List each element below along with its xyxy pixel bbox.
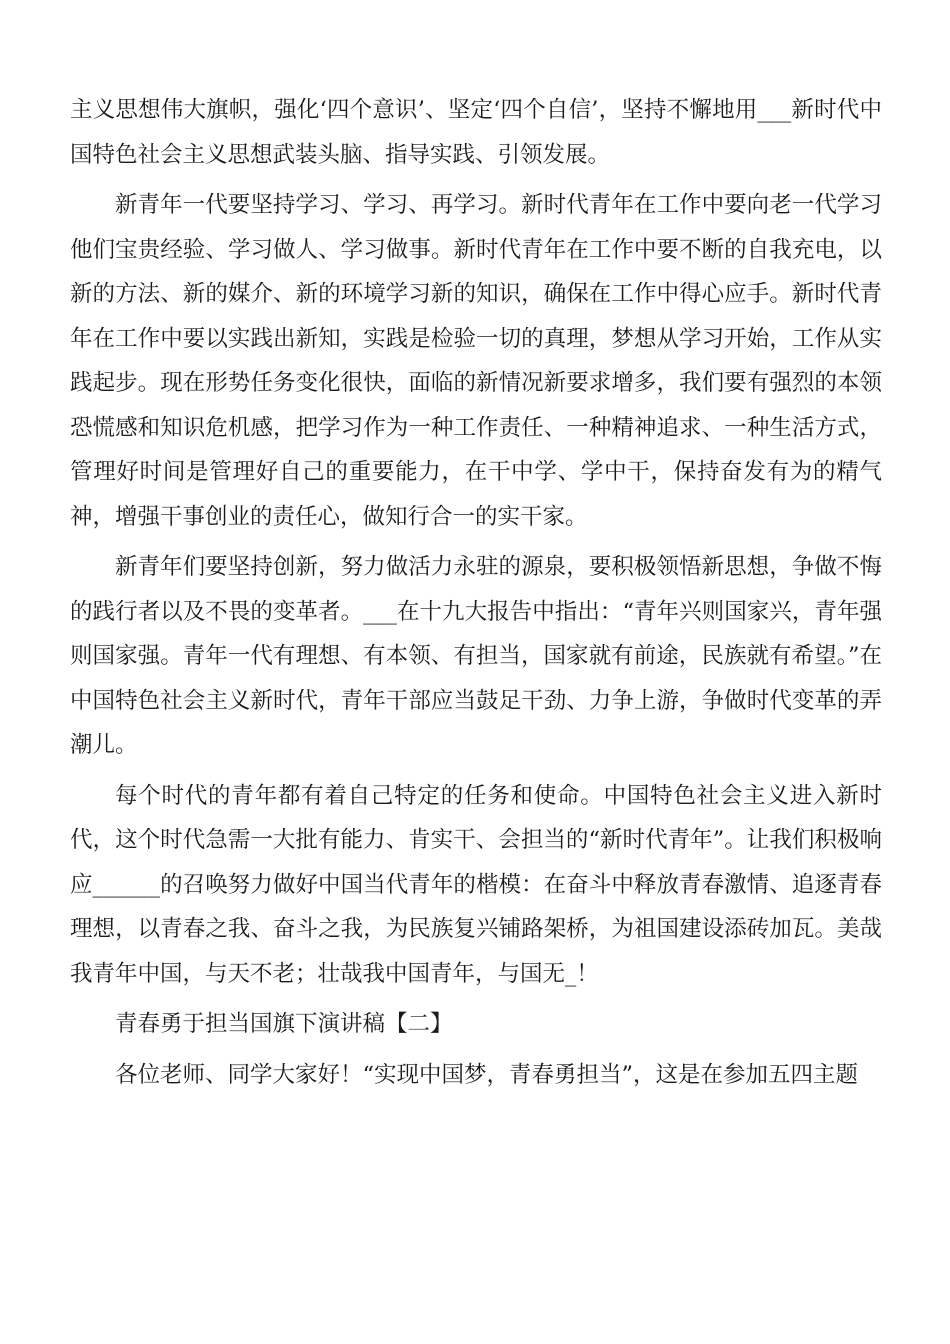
paragraph-greeting: 各位老师、同学大家好！“实现中国梦，青春勇担当”，这是在参加五四主题 bbox=[115, 1061, 859, 1088]
paragraph-mission: 每个时代的青年都有着自己特定的任务和使命。中国特色社会主义进入新时代，这个时代急需一大批有能力、肯实干、会担当的“新时代青年”。让我们积极响应______的召唤努力做好中国当代青年的楷模：在奋斗中释放青春激情、追逐青春理想，以青春之我、奋斗之我，为民族复兴铺路架桥，为祖国建设添砖加瓦。美哉我青年中国，与天不老；壮哉我中国青年，与国无_！ bbox=[70, 782, 882, 987]
paragraph-innovation: 新青年们要坚持创新，努力做活力永驻的源泉，要积极领悟新思想，争做不悔的践行者以及不畏的变革者。___在十九大报告中指出：“青年兴则国家兴，青年强则国家强。青年一代有理想、有本领、有担当，国家就有前途，民族就有希望。”在中国特色社会主义新时代，青年干部应当鼓足干劲、力争上游，争做时代变革的弄潮儿。 bbox=[70, 554, 882, 758]
section-heading: 青春勇于担当国旗下演讲稿【二】 bbox=[115, 1011, 453, 1037]
paragraph-study: 新青年一代要坚持学习、学习、再学习。新时代青年在工作中要向老一代学习他们宝贵经验、学习做人、学习做事。新时代青年在工作中要不断的自我充电，以新的方法、新的媒介、新的环境学习新的知识，确保在工作中得心应手。新时代青年在工作中要以实践出新知，实践是检验一切的真理，梦想从学习开始，工作从实践起步。现在形势任务变化很快，面临的新情况新要求增多，我们要有强烈的本领恐慌感和知识危机感，把学习作为一种工作责任、一种精神追求、一种生活方式，管理好时间是管理好自己的重要能力，在干中学、学中干，保持奋发有为的精气神，增强干事创业的责任心，做知行合一的实干家。 bbox=[70, 192, 882, 530]
document-body bbox=[70, 88, 882, 1103]
paragraph-continuation: 主义思想伟大旗帜，强化‘四个意识’、坚定‘四个自信’，坚持不懈地用___新时代中国特色社会主义思想武装头脑、指导实践、引领发展。 bbox=[70, 97, 882, 168]
